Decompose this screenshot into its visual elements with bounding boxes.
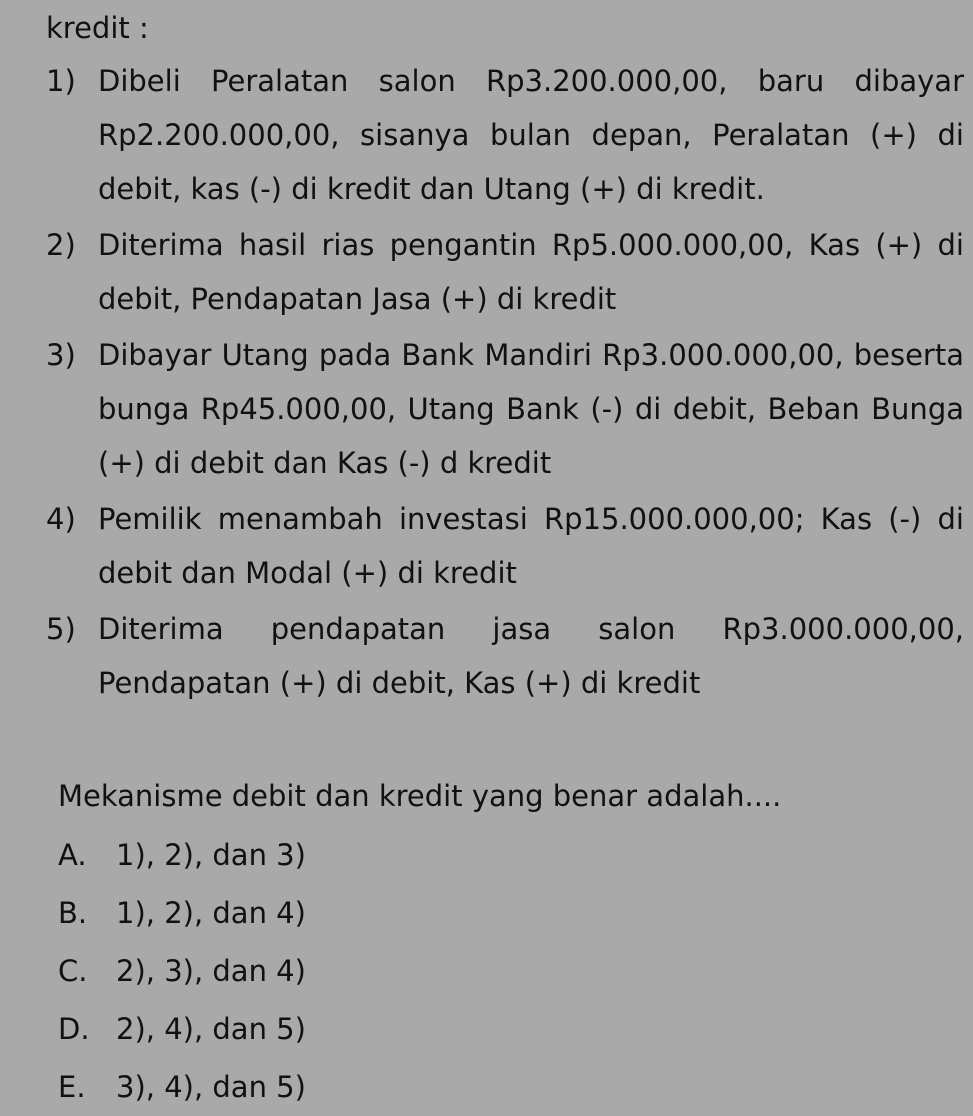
item-text: Diterima pendapatan jasa salon Rp3.000.000,00, Pendapatan (+) di debit, Kas (+) di kredit	[98, 612, 964, 700]
option-letter: E.	[58, 1070, 86, 1104]
item-number: 4)	[46, 502, 76, 536]
option-letter: A.	[58, 838, 87, 872]
item-text: Pemilik menambah investasi Rp15.000.000,00; Kas (-) di debit dan Modal (+) di kredit	[98, 502, 964, 590]
transaction-list	[46, 54, 966, 712]
option-text: 3), 4), dan 5)	[116, 1070, 306, 1104]
option-c[interactable]	[58, 942, 306, 1000]
item-text: Dibeli Peralatan salon Rp3.200.000,00, baru dibayar Rp2.200.000,00, sisanya bulan depan, Peralatan (+) di debit, kas (-) di kredit dan Utang (+) di kredit.	[98, 64, 964, 206]
transaction-item-3	[46, 328, 966, 490]
item-number: 1)	[46, 64, 76, 98]
item-number: 2)	[46, 228, 76, 262]
option-text: 2), 3), dan 4)	[116, 954, 306, 988]
item-number: 3)	[46, 338, 76, 372]
item-text: Dibayar Utang pada Bank Mandiri Rp3.000.000,00, beserta bunga Rp45.000,00, Utang Bank (-) di debit, Beban Bunga (+) di debit dan Kas (-) d kredit	[98, 338, 964, 480]
item-text: Diterima hasil rias pengantin Rp5.000.000,00, Kas (+) di debit, Pendapatan Jasa (+) di kredit	[98, 228, 964, 316]
option-e[interactable]	[58, 1058, 306, 1116]
answer-options	[58, 826, 306, 1116]
option-letter: D.	[58, 1012, 90, 1046]
transaction-item-4	[46, 492, 966, 600]
option-text: 1), 2), dan 3)	[116, 838, 306, 872]
transaction-item-5	[46, 602, 966, 710]
question-text: Mekanisme debit dan kredit yang benar adalah....	[58, 779, 782, 813]
transaction-item-1	[46, 54, 966, 216]
intro-text: kredit :	[46, 11, 149, 45]
option-text: 2), 4), dan 5)	[116, 1012, 306, 1046]
option-text: 1), 2), dan 4)	[116, 896, 306, 930]
option-b[interactable]	[58, 884, 306, 942]
option-d[interactable]	[58, 1000, 306, 1058]
item-number: 5)	[46, 612, 76, 646]
option-letter: B.	[58, 896, 88, 930]
option-a[interactable]	[58, 826, 306, 884]
transaction-item-2	[46, 218, 966, 326]
option-letter: C.	[58, 954, 88, 988]
